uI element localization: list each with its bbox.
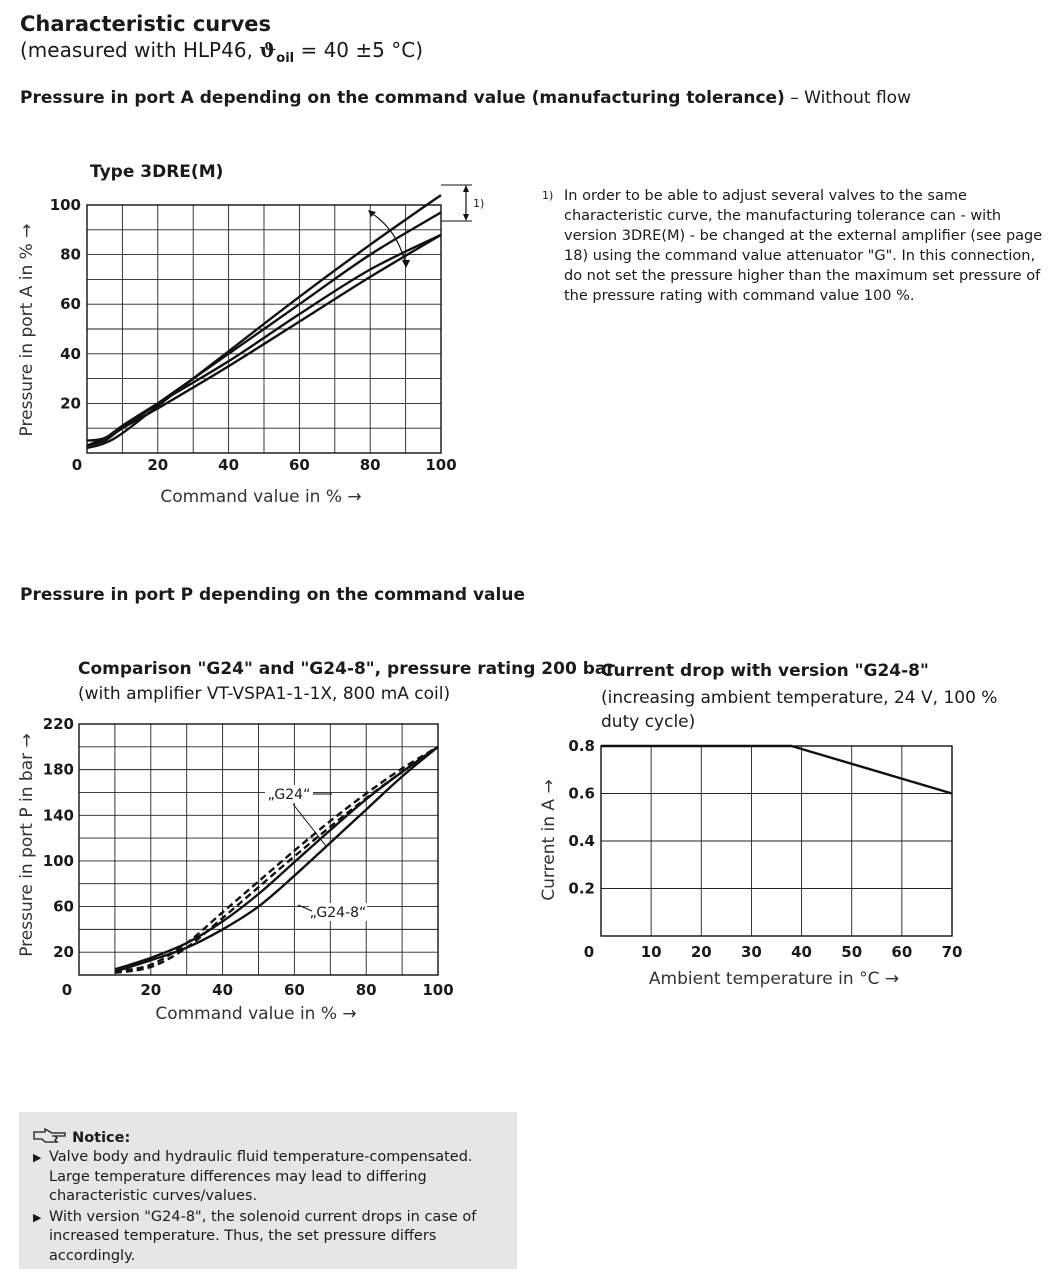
chart-p-subtitle: (with amplifier VT-VSPA1-1-1X, 800 mA coil) [78,684,451,704]
x-tick-label: 80 [355,981,377,999]
y-axis-label: Pressure in port A in % → [17,223,37,437]
x-axis-label: Ambient temperature in °C → [648,969,900,989]
y-tick-label: 60 [53,897,74,916]
x-tick-label: 0 [583,943,595,961]
chart-current-title: Current drop with version "G24-8" [601,661,929,681]
x-tick-label: 20 [140,981,162,999]
chart-current [520,730,1050,1000]
section-a-heading-bold: Pressure in port A depending on the command value (manufacturing tolerance) [20,88,785,108]
y-tick-label: 220 [42,715,74,733]
y-tick-label: 0.6 [568,784,595,803]
arrow-head-icon [402,260,410,268]
section-p-heading: Pressure in port P depending on the command value [20,585,525,605]
y-tick-label: 140 [42,806,74,825]
chart-a-title: Type 3DRE(M) [90,162,224,182]
page-subtitle [20,38,423,66]
y-axis-label: Pressure in port P in bar → [17,733,37,957]
x-tick-label: 20 [690,943,712,961]
arrow-head-up-icon [463,185,469,192]
x-tick-label: 30 [740,943,762,961]
x-tick-label: 40 [212,981,234,999]
notice-item-text: With version "G24-8", the solenoid current drops in case of increased temperature. Thus, the set pressure differs accordingly. [49,1208,477,1264]
footnote [542,186,1047,306]
section-a-heading [20,88,911,108]
y-tick-label: 100 [42,851,74,870]
chart-p [0,715,520,1035]
x-axis-label: Command value in % → [155,1004,357,1024]
y-tick-label: 100 [49,196,81,214]
y-axis-label: Current in A → [539,779,559,901]
section-a-heading-suffix: – Without flow [784,88,911,108]
x-axis-label: Command value in % → [160,487,362,507]
theta-subscript: oil [276,51,295,66]
notice-header [33,1128,130,1146]
y-tick-label: 0.4 [568,832,595,850]
arrow-head-down-icon [463,214,469,221]
subtitle-suffix: = 40 ±5 °C) [294,38,423,62]
pointing-hand-icon [33,1128,67,1144]
chart-current-subtitle: (increasing ambient temperature, 24 V, 100 % duty cycle) [601,688,998,732]
series-line-1 [601,746,952,794]
notice-item [33,1148,503,1207]
bullet-triangle-icon: ▶ [33,1151,42,1164]
footnote-text: In order to be able to adjust several valves to the same characteristic curve, the manufacturing tolerance can - with version 3DRE(M) - be changed at the external amplifier (see page 18) using the command value attenuator "G". In this connection, do not set the pressure higher than the maximum set pressure of the pressure rating with command value 100 %. [564,188,1043,304]
chart-a [0,170,520,520]
notice-item-text: Valve body and hydraulic fluid temperature-compensated. Large temperature differences may lead to differing characteristic curves/values. [49,1149,473,1204]
tolerance-annotation: 1) [473,197,485,210]
notice-item [33,1208,503,1267]
x-tick-label: 60 [283,981,305,999]
leader-line [293,804,326,846]
footnote-marker: 1) [542,189,554,202]
notice-list [33,1148,503,1267]
x-tick-label: 80 [359,456,381,474]
x-tick-label: 40 [218,456,240,474]
bullet-triangle-icon: ▶ [33,1210,42,1224]
x-tick-label: 70 [941,943,963,961]
y-tick-label: 0.2 [568,879,595,898]
series-line-4 [115,747,438,970]
g24-8-annotation: „G24-8“ [309,905,367,921]
notice-box [19,1112,517,1269]
y-tick-label: 80 [60,245,81,264]
x-tick-label: 20 [147,456,169,474]
x-tick-label: 60 [891,943,913,961]
x-tick-label: 100 [425,456,457,474]
subtitle-prefix: (measured with HLP46, [20,38,260,62]
page-title: Characteristic curves [20,12,272,36]
y-tick-label: 20 [60,394,81,413]
notice-title: Notice: [72,1130,131,1146]
g24-annotation: „G24“ [267,787,311,803]
x-tick-label: 0 [71,456,83,474]
y-tick-label: 20 [53,943,74,962]
chart-p-title: Comparison "G24" and "G24-8", pressure rating 200 bar [78,659,615,679]
y-tick-label: 60 [60,295,81,314]
x-tick-label: 100 [422,981,454,999]
x-tick-label: 50 [841,943,863,961]
x-tick-label: 10 [640,943,662,961]
theta-symbol: ϑ [259,38,277,62]
y-tick-label: 40 [60,344,81,363]
x-tick-label: 60 [288,456,310,474]
x-tick-label: 0 [61,981,73,999]
x-tick-label: 40 [791,943,813,961]
y-tick-label: 180 [42,760,74,779]
y-tick-label: 0.8 [568,737,595,755]
